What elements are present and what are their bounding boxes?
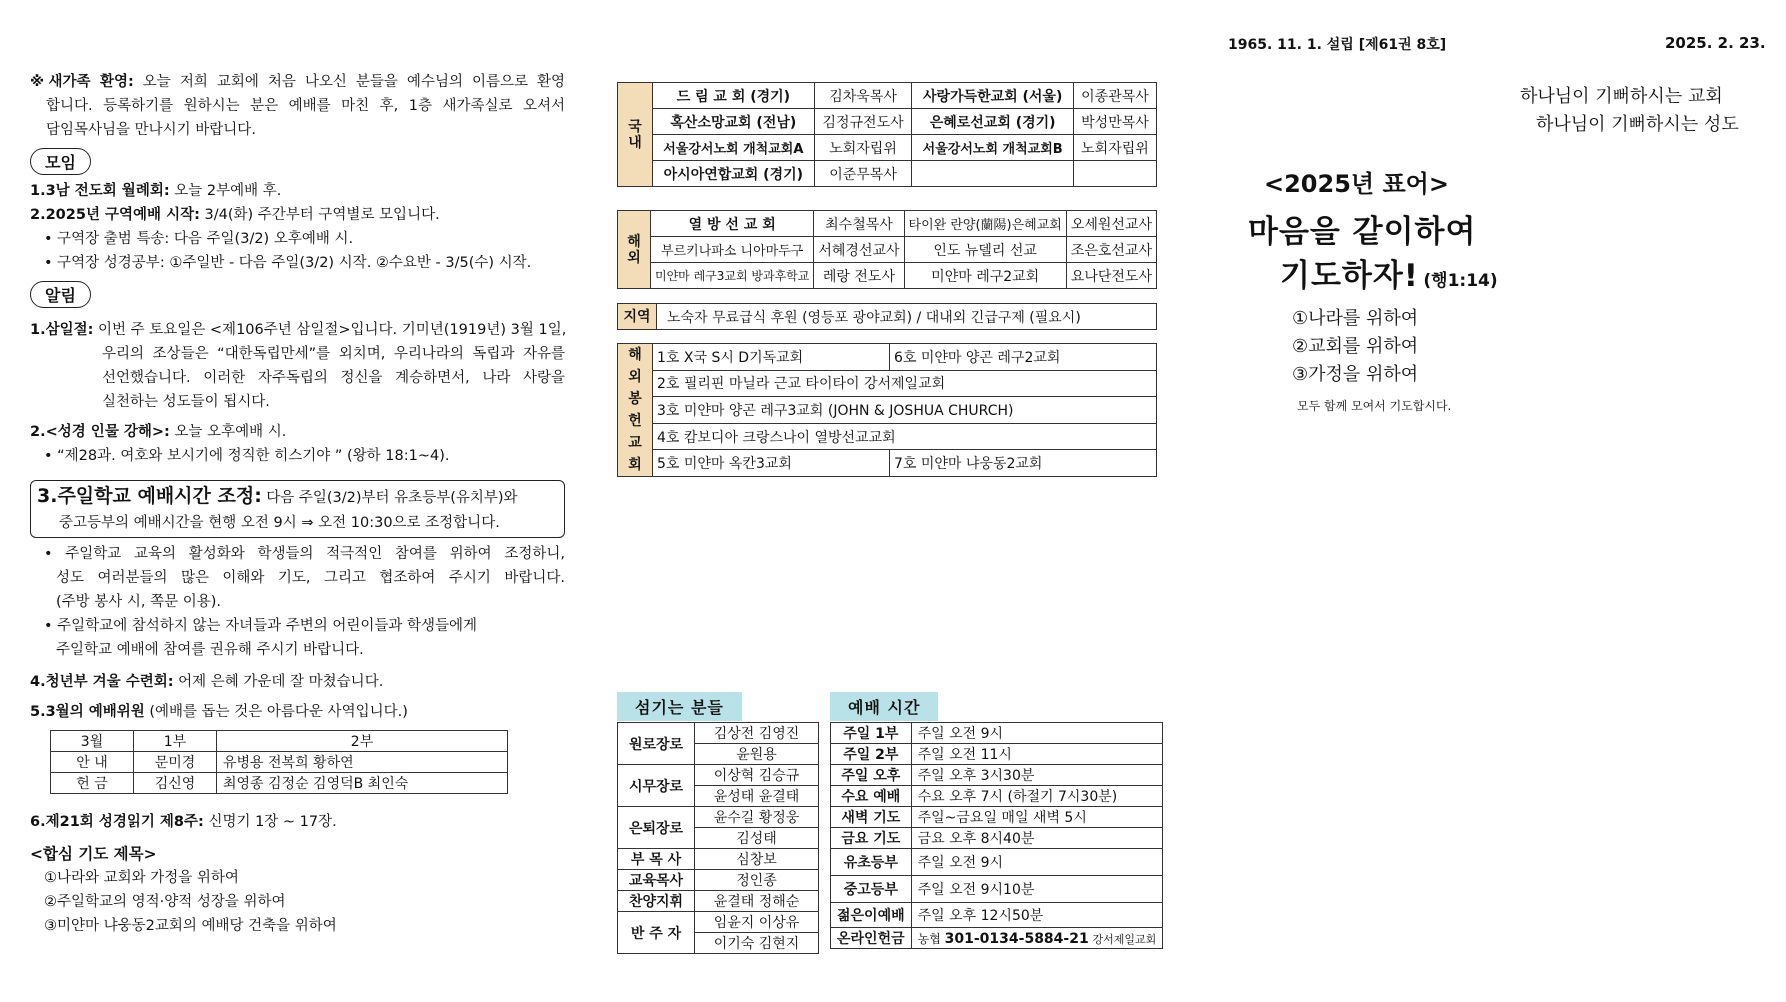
list-item: ②교회를 위하여 [1292,336,1419,357]
table-row: 반 주 자 임윤지 이상유 [618,912,819,933]
table-row: 서울강서노회 개척교회A 노회자립위 서울강서노회 개척교회B 노회자립위 [618,135,1157,161]
notice-item-3-bullet-1b: 성도 여러분들의 많은 이해와 기도, 그리고 협조하여 주시기 바랍니다. [56,570,565,586]
meeting-item-2: 2.2025년 구역예배 시작: 3/4(화) 주간부터 구역별로 모입니다. [30,207,440,223]
cover-footnote: 모두 함께 모여서 기도합시다. [1297,399,1452,413]
table-row: 원로장로 김상전 김영진 [618,723,819,744]
prayer-item-1: ①나라와 교회와 가정을 위하여 [44,870,239,886]
table-row: 은퇴장로 윤수길 황정웅 [618,807,819,828]
bulletin-date: 2025. 2. 23. [1665,34,1766,52]
table-row: 4호 캄보디아 크랑스나이 열방선교교회 [618,423,1157,450]
domestic-missions-table [617,82,1157,187]
overseas-label: 해외 [618,211,651,289]
notice-item-1-line-2: 우리의 조상들은 “대한독립만세”를 외치며, 우리나라의 독립과 자유를 [102,346,565,362]
table-row: 국내 드 림 교 회 (경기) 김차욱목사 사랑가득한교회 (서울) 이종관목사 [618,83,1157,109]
notice-item-3-bullet-1c: (주방 봉사 시, 쪽문 이용). [56,594,222,610]
notice-item-3-bullet-2: • 주일학교에 참석하지 않는 자녀들과 주변의 어린이들과 학생들에게 [44,618,478,634]
notice-item-1-line-3: 선언했습니다. 이러한 자주독립의 정신을 계승하면서, 나라 사랑을 [102,370,565,386]
table-row: 3호 미얀마 양곤 레구3교회 (JOHN & JOSHUA CHURCH) [618,397,1157,424]
table-row: 찬양지휘 윤결태 정해순 [618,891,819,912]
region-table [617,303,1157,330]
region-label: 지역 [618,304,657,330]
schedule-table [830,722,1163,949]
table-row: 해외 열 방 선 교 회 최수철목사 타이완 란양(蘭陽)은혜교회 오세원선교사 [618,211,1157,237]
meeting-bullet-1: • 구역장 출범 특송: 다음 주일(3/2) 오후예배 시. [44,231,354,247]
notice-item-3-line-1: 다음 주일(3/2)부터 유초등부(유치부)와 [266,490,518,506]
table-row: 시무장로 이상혁 김승규 [618,765,819,786]
welcome-line-2: 합니다. 등록하기를 원하시는 분은 예배를 마친 후, 1층 새가족실로 오셔서 [46,98,565,114]
table-row: 젊은이예배 주일 오후 12시50분 [831,903,1163,928]
table-row: 주일 2부 주일 오전 11시 [831,744,1163,765]
welcome-line-3: 담임목사님을 만나시기 바랍니다. [46,122,256,138]
prayer-item-2: ②주일학교의 영적·양적 성장을 위하여 [44,894,286,910]
overseas-missions-table [617,210,1157,289]
table-row: 해외봉헌교회 1호 X국 S시 D기독교회 6호 미얀마 양곤 레구2교회 [618,344,1157,371]
meeting-item-1: 1.3남 전도회 월례회: 오늘 2부예배 후. [30,183,282,199]
table-row: 김성태 [618,828,819,849]
cover-list [1292,305,1418,389]
table-row: 새벽 기도 주일~금요일 매일 새벽 5시 [831,807,1163,828]
section-meeting-label: 모임 [30,148,91,175]
region-text: 노숙자 무료급식 후원 (영등포 광야교회) / 대내외 긴급구제 (필요시) [657,304,1157,330]
table-row: 아시아연합교회 (경기) 이준무목사 [618,161,1157,187]
table-row: 헌 금 김신영 최영종 김정순 김영덕B 최인숙 [51,773,508,794]
notice-item-3-title: 3.주일학교 예배시간 조정: [37,485,262,507]
table-row: 부르키나파소 니아마두구 서혜경선교사 인도 뉴델리 선교 조은호선교사 [618,237,1157,263]
table-row: 윤성태 윤결태 [618,786,819,807]
table-row: 5호 미얀마 옥칸3교회 7호 미얀마 냐웅동2교회 [618,450,1157,477]
table-row [618,304,1157,330]
notice-item-6: 6.제21회 성경읽기 제8주: 신명기 1장 ~ 17장. [30,814,337,830]
online-offering-label: 온라인헌금 [831,928,912,949]
slogan-verse: (행1:14) [1423,271,1498,291]
list-item: ③가정을 위하여 [1292,364,1419,385]
table-row: 중고등부 주일 오전 9시10분 [831,876,1163,903]
servers-table [617,722,819,954]
committee-table [50,730,508,794]
welcome-line-1: ※새가족 환영: 오늘 저희 교회에 처음 나오신 분들을 예수님의 이름으로 환영 [30,74,566,90]
table-row: 안 내 문미경 유병용 전복희 황하연 [51,752,508,773]
table-row: 2호 필리핀 마닐라 근교 타이타이 강서제일교회 [618,370,1157,397]
servers-title: 섬기는 분들 [617,692,742,721]
motto-line-1: 하나님이 기뻐하시는 교회 [1520,86,1723,107]
prayer-title: <합심 기도 제목> [30,845,157,863]
dedication-table [617,343,1157,477]
notice-item-3-box [30,480,565,538]
table-row: 주일 1부 주일 오전 9시 [831,723,1163,744]
notice-item-3-bullet-1: • 주일학교 교육의 활성화와 학생들의 적극적인 참여를 위하여 조정하니, [44,546,565,562]
table-row: 주일 오후 주일 오후 3시30분 [831,765,1163,786]
table-row: 이기숙 김현지 [618,933,819,954]
table-row: 수요 예배 수요 오후 7시 (하절기 7시30분) [831,786,1163,807]
domestic-label: 국내 [618,83,653,187]
table-row: 유초등부 주일 오전 9시 [831,849,1163,876]
welcome-lead: ※새가족 환영: [30,74,134,90]
slogan-line-1: 마음을 같이하여 [1248,214,1477,250]
table-row: 미얀마 레구3교회 방과후학교 레랑 전도사 미얀마 레구2교회 요나단전도사 [618,263,1157,289]
table-row [831,928,1163,949]
motto-line-2: 하나님이 기뻐하시는 성도 [1536,114,1739,135]
table-row: 부 목 사 심창보 [618,849,819,870]
table-row: 3월 1부 2부 [51,731,508,752]
notice-item-1-line-4: 실천하는 성도들이 됩시다. [102,394,270,410]
notice-item-4: 4.청년부 겨울 수련회: 어제 은혜 가운데 잘 마쳤습니다. [30,674,384,690]
prayer-item-3: ③미얀마 냐웅동2교회의 예배당 건축을 위하여 [44,918,337,934]
notice-item-3-bullet-2b: 주일학교 예배에 참여를 권유해 주시기 바랍니다. [56,642,364,658]
notice-item-2: 2.<성경 인물 강해>: 오늘 오후예배 시. [30,424,287,440]
table-row: 교육목사 정인종 [618,870,819,891]
notice-item-5: 5.3월의 예배위원 (예배를 돕는 것은 아름다운 사역입니다.) [30,704,408,720]
left-column [30,70,565,938]
schedule-title: 예배 시간 [830,692,938,721]
notice-item-1: 1.삼일절: 이번 주 토요일은 <제106주년 삼일절>입니다. 기미년(1919년) 3월 1일, [30,322,567,338]
table-row: 혹산소망교회 (전남) 김정규전도사 은혜로선교회 (경기) 박성만목사 [618,109,1157,135]
online-offering-account: 농협 301-0134-5884-21 강서제일교회 [911,928,1163,949]
founding-info: 1965. 11. 1. 설립 [제61권 8호] [1228,37,1447,53]
table-row: 금요 기도 금요 오후 8시40분 [831,828,1163,849]
notice-item-3-line-2: 중고등부의 예배시간을 현행 오전 9시 ⇒ 오전 10:30으로 조정합니다. [59,515,500,531]
list-item: ①나라를 위하여 [1292,308,1419,329]
section-notice-label: 알림 [30,281,91,308]
meeting-bullet-2: • 구역장 성경공부: ①주일반 - 다음 주일(3/2) 시작. ②수요반 - 3/5(수) 시작. [44,255,532,271]
slogan-line-2: 기도하자! (행1:14) [1280,258,1498,294]
year-title: <2025년 표어> [1264,170,1449,198]
dedication-label: 해외봉헌교회 [618,344,653,477]
table-row: 윤원용 [618,744,819,765]
notice-item-2-bullet: • “제28과. 여호와 보시기에 정직한 히스기야 ” (왕하 18:1~4). [44,448,450,464]
